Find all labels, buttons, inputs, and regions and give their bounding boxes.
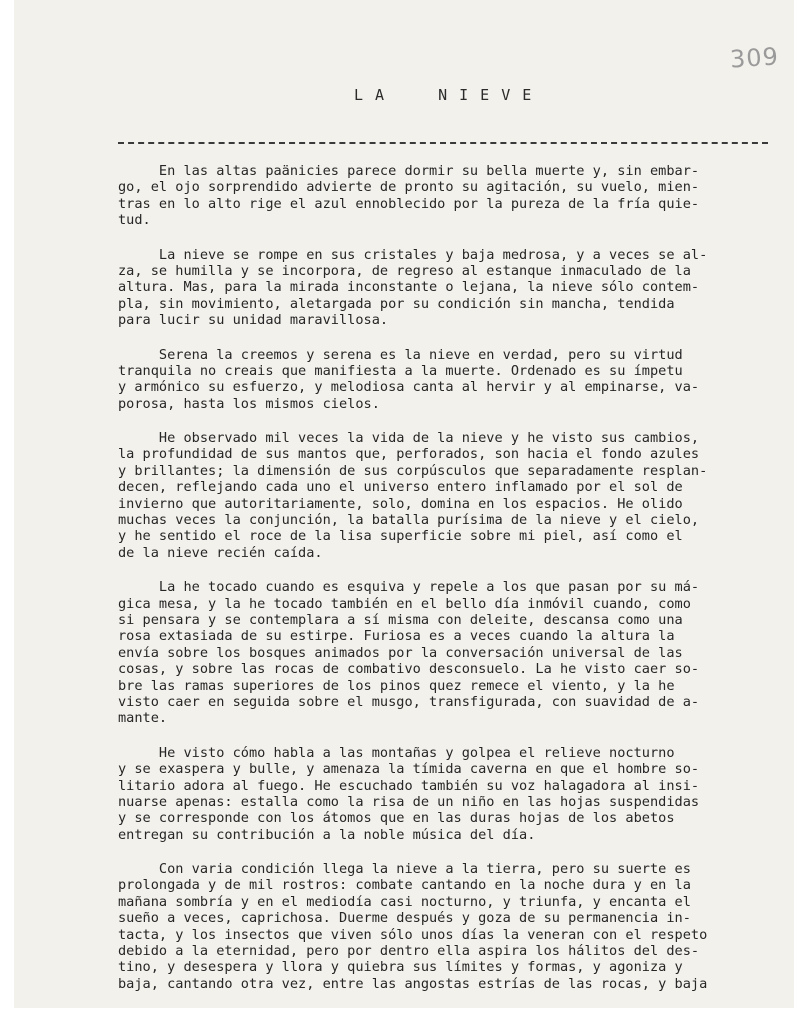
text-line: y brillantes; la dimensión de sus corpúsculos que separadamente resplan- <box>118 462 708 479</box>
text-line: si pensara y se contemplara a sí misma con deleite, descansa como una <box>118 611 683 628</box>
text-line: tino, y desespera y llora y quiebra sus límites y formas, y agoniza y <box>118 959 683 976</box>
text-line: gica mesa, y la he tocado también en el bello día inmóvil cuando, como <box>118 595 691 612</box>
text-line: tacta, y los insectos que viven sólo unos días la veneran con el respeto <box>118 926 708 943</box>
page-title: LA NIEVE <box>354 86 544 104</box>
text-line: En las altas paänicies parece dormir su bella muerte y, sin embar- <box>118 163 700 179</box>
text-line: y he sentido el roce de la lisa superficie sobre mi piel, así como el <box>118 528 683 545</box>
paragraph <box>118 579 798 727</box>
text-line: tranquila no creais que manifiesta a la muerte. Ordenado es su ímpetu <box>118 362 683 379</box>
text-line: rosa extasiada de su estirpe. Furiosa es a veces cuando la altura la <box>118 628 675 645</box>
dashed-divider <box>118 142 768 144</box>
text-line: y se corresponde con los átomos que en las duras hojas de los abetos <box>118 810 675 827</box>
text-line: baja, cantando otra vez, entre las angostas estrías de las rocas, y baja <box>118 975 708 992</box>
text-line: za, se humilla y se incorpora, de regreso al estanque inmaculado de la <box>118 262 691 279</box>
text-line: sueño a veces, caprichosa. Duerme después y goza de su permanencia in- <box>118 910 691 927</box>
text-line: He observado mil veces la vida de la nieve y he visto sus cambios, <box>118 430 700 447</box>
text-line: Serena la creemos y serena es la nieve en verdad, pero su virtud <box>118 346 683 363</box>
text-line: altura. Mas, para la mirada inconstante o lejana, la nieve sólo contem- <box>118 279 700 296</box>
text-line: go, el ojo sorprendido advierte de pronto su agitación, su vuelo, mien- <box>118 179 700 196</box>
text-line: y armónico su esfuerzo, y melodiosa canta al hervir y al empinarse, va- <box>118 379 700 396</box>
text-line: La he tocado cuando es esquiva y repele a los que pasan por su má- <box>118 579 700 596</box>
text-line: bre las ramas superiores de los pinos quez remece el viento, y la he <box>118 677 675 694</box>
text-line: debido a la eternidad, pero por dentro ella aspira los hálitos del des- <box>118 943 700 960</box>
paragraph <box>118 430 798 561</box>
paragraph <box>118 745 798 843</box>
text-line: entregan su contribución a la noble música del día. <box>118 826 536 843</box>
text-line: tud. <box>118 212 151 229</box>
text-line: Con varia condición llega la nieve a la tierra, pero su suerte es <box>118 861 691 878</box>
paragraph <box>118 247 798 329</box>
text-line: para lucir su unidad maravillosa. <box>118 312 389 329</box>
text-line: invierno que autoritariamente, solo, domina en los espacios. He olido <box>118 495 683 512</box>
paragraph <box>118 163 798 229</box>
text-line: cosas, y sobre las rocas de combativo desconsuelo. La he visto caer so- <box>118 661 700 678</box>
text-line: de la nieve recién caída. <box>118 544 323 561</box>
paragraph <box>118 861 798 992</box>
text-line: muchas veces la conjunción, la batalla purísima de la nieve y el cielo, <box>118 512 700 529</box>
text-line: visto caer en seguida sobre el musgo, transfigurada, con suavidad de a- <box>118 693 700 710</box>
text-line: nuarse apenas: estalla como la risa de un niño en las hojas suspendidas <box>118 793 700 810</box>
text-line: mañana sombría y en el mediodía casi nocturno, y triunfa, y encanta el <box>118 893 691 910</box>
text-line: He visto cómo habla a las montañas y golpea el relieve nocturno <box>118 744 675 761</box>
body-text <box>118 163 798 1010</box>
text-line: prolongada y de mil rostros: combate cantando en la noche dura y en la <box>118 877 691 894</box>
text-line: La nieve se rompe en sus cristales y baja medrosa, y a veces se al- <box>118 246 708 263</box>
text-line: litario adora al fuego. He escuchado también su voz halagadora al insi- <box>118 777 700 794</box>
text-line: y se exaspera y bulle, y amenaza la tímida caverna en que el hombre so- <box>118 761 700 778</box>
text-line: porosa, hasta los mismos cielos. <box>118 395 380 412</box>
text-line: envía sobre los bosques animados por la conversación universal de las <box>118 644 683 661</box>
paragraph <box>118 347 798 413</box>
page-number: 309 <box>729 42 780 74</box>
text-line: mante. <box>118 710 168 727</box>
text-line: la profundidad de sus mantos que, perforados, son hacia el fondo azules <box>118 446 700 463</box>
text-line: decen, reflejando cada uno el universo entero inflamado por el sol de <box>118 479 683 496</box>
text-line: pla, sin movimiento, aletargada por su condición sin mancha, tendida <box>118 295 675 312</box>
text-line: tras en lo alto rige el azul ennoblecido por la pureza de la fría quie- <box>118 195 700 212</box>
